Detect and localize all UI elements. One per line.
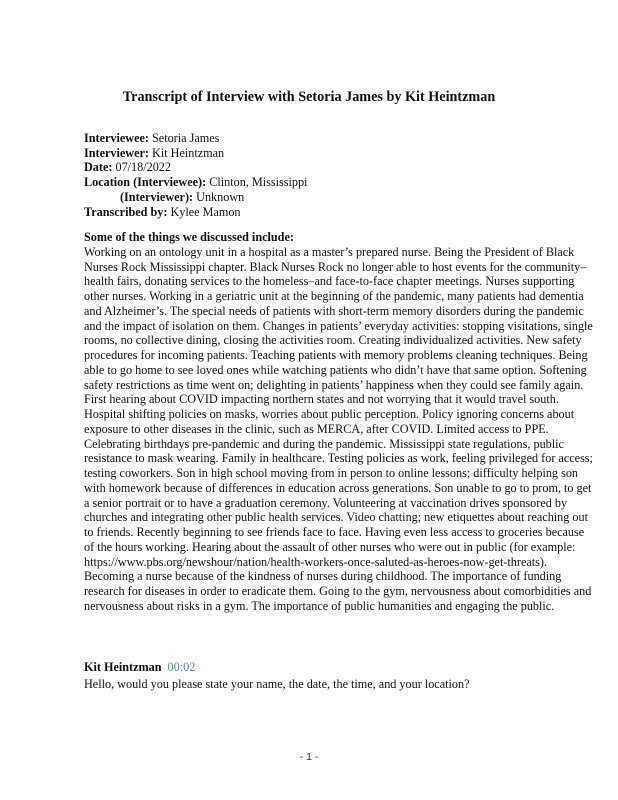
document-title: Transcript of Interview with Setoria James by Kit Heintzman bbox=[122, 89, 496, 105]
meta-value: Kylee Mamon bbox=[170, 204, 241, 219]
summary-section bbox=[84, 230, 593, 614]
summary-line: Working on an ontology unit in a hospital as a master’s prepared nurse. Being the President of Black bbox=[84, 244, 575, 259]
summary-line: rooms, no collective dining, closing the activities room. Creating individualized activities. New safety bbox=[84, 333, 582, 348]
meta-label: (Interviewer): bbox=[120, 189, 194, 204]
meta-label: Interviewee: bbox=[84, 131, 149, 145]
summary-line: with homework because of differences in education across generations. Son unable to go to prom, to get bbox=[84, 480, 592, 495]
summary-line: https://www.pbs.org/newshour/nation/health-workers-once-saluted-as-heroes-now-get-threats). bbox=[84, 554, 547, 569]
summary-line: health fairs, donating services to the homeless–and face-to-face chapter meetings. Nurses supporting bbox=[84, 274, 575, 289]
speaker-line bbox=[84, 660, 195, 675]
summary-line: to friends. Recently beginning to see friends face to face. Having even less access to groceries because bbox=[84, 525, 585, 539]
summary-line: and the impact of isolation on them. Changes in patients’ everyday activities: stopping visitations, single bbox=[84, 318, 593, 333]
summary-line: of the hours working. Hearing about the assault of other nurses who were out in public (for example: bbox=[84, 539, 576, 554]
meta-value: Clinton, Mississippi bbox=[209, 175, 308, 190]
meta-interviewer bbox=[84, 146, 307, 161]
speaker-name: Kit Heintzman bbox=[84, 660, 162, 674]
summary-heading: Some of the things we discussed include: bbox=[84, 230, 294, 244]
meta-label: Location (Interviewee): bbox=[84, 175, 207, 190]
summary-line: a senior portrait or to have a graduation ceremony. Volunteering at vaccination drives sponsored by bbox=[84, 495, 568, 510]
meta-interviewee bbox=[84, 131, 307, 146]
timestamp: 00:02 bbox=[167, 660, 196, 674]
meta-label: Interviewer: bbox=[84, 145, 149, 160]
meta-location-interviewee bbox=[84, 175, 307, 190]
summary-line: safety restrictions as time went on; delighting in patients’ happiness when they could see family again. bbox=[84, 377, 584, 392]
meta-location-interviewer bbox=[84, 190, 307, 205]
summary-paragraph bbox=[84, 244, 593, 614]
summary-line: and Alzheimer’s. The special needs of patients with short-term memory disorders during the pandemic bbox=[84, 303, 584, 318]
summary-line: Nurses Rock Mississippi chapter. Black Nurses Rock no longer able to host events for the community– bbox=[84, 259, 587, 274]
interview-metadata bbox=[84, 131, 307, 219]
meta-value: Kit Heintzman bbox=[152, 145, 225, 160]
summary-line: First hearing about COVID impacting northern states and not worrying that it would travel south. bbox=[84, 392, 559, 407]
meta-value: Setoria James bbox=[152, 131, 220, 145]
meta-label: Date: bbox=[84, 160, 113, 175]
summary-line: Celebrating birthdays pre-pandemic and during the pandemic. Mississippi state regulations, public bbox=[84, 436, 564, 451]
summary-line: research for diseases in order to eradicate them. Going to the gym, nervousness about comorbidities and bbox=[84, 584, 592, 598]
summary-line: procedures for incoming patients. Teaching patients with memory problems cleaning techniques. Being bbox=[84, 348, 588, 362]
summary-line: other nurses. Working in a geriatric unit at the beginning of the pandemic, many patients had dementia bbox=[84, 289, 584, 303]
summary-line: churches and integrating other public health services. Video chatting; new etiquettes about reaching out bbox=[84, 510, 588, 525]
summary-line: testing coworkers. Son in high school moving from in person to online lessons; difficulty helping son bbox=[84, 466, 579, 480]
meta-value: 07/18/2022 bbox=[115, 160, 171, 175]
meta-date bbox=[84, 160, 307, 175]
meta-value: Unknown bbox=[196, 189, 245, 204]
meta-label: Transcribed by: bbox=[84, 204, 168, 219]
meta-transcribed-by bbox=[84, 205, 307, 220]
summary-line: resistance to mask wearing. Family in healthcare. Testing policies as work, feeling privileged for access; bbox=[84, 451, 593, 466]
summary-line: nervousness about risks in a gym. The importance of public humanities and engaging the public. bbox=[84, 598, 555, 613]
page-number: - 1 - bbox=[299, 751, 319, 763]
summary-line: able to go home to see loved ones while watching patients who didn’t have that same option. Softening bbox=[84, 362, 587, 377]
summary-line: Hospital shifting policies on masks, worries about public perception. Policy ignoring concerns about bbox=[84, 407, 575, 421]
summary-line: exposure to other diseases in the clinic, such as MERCA, after COVID. Limited access to PPE. bbox=[84, 421, 549, 436]
summary-line: Becoming a nurse because of the kindness of nurses during childhood. The importance of funding bbox=[84, 569, 562, 584]
utterance-text: Hello, would you please state your name, the date, the time, and your location? bbox=[84, 677, 470, 691]
